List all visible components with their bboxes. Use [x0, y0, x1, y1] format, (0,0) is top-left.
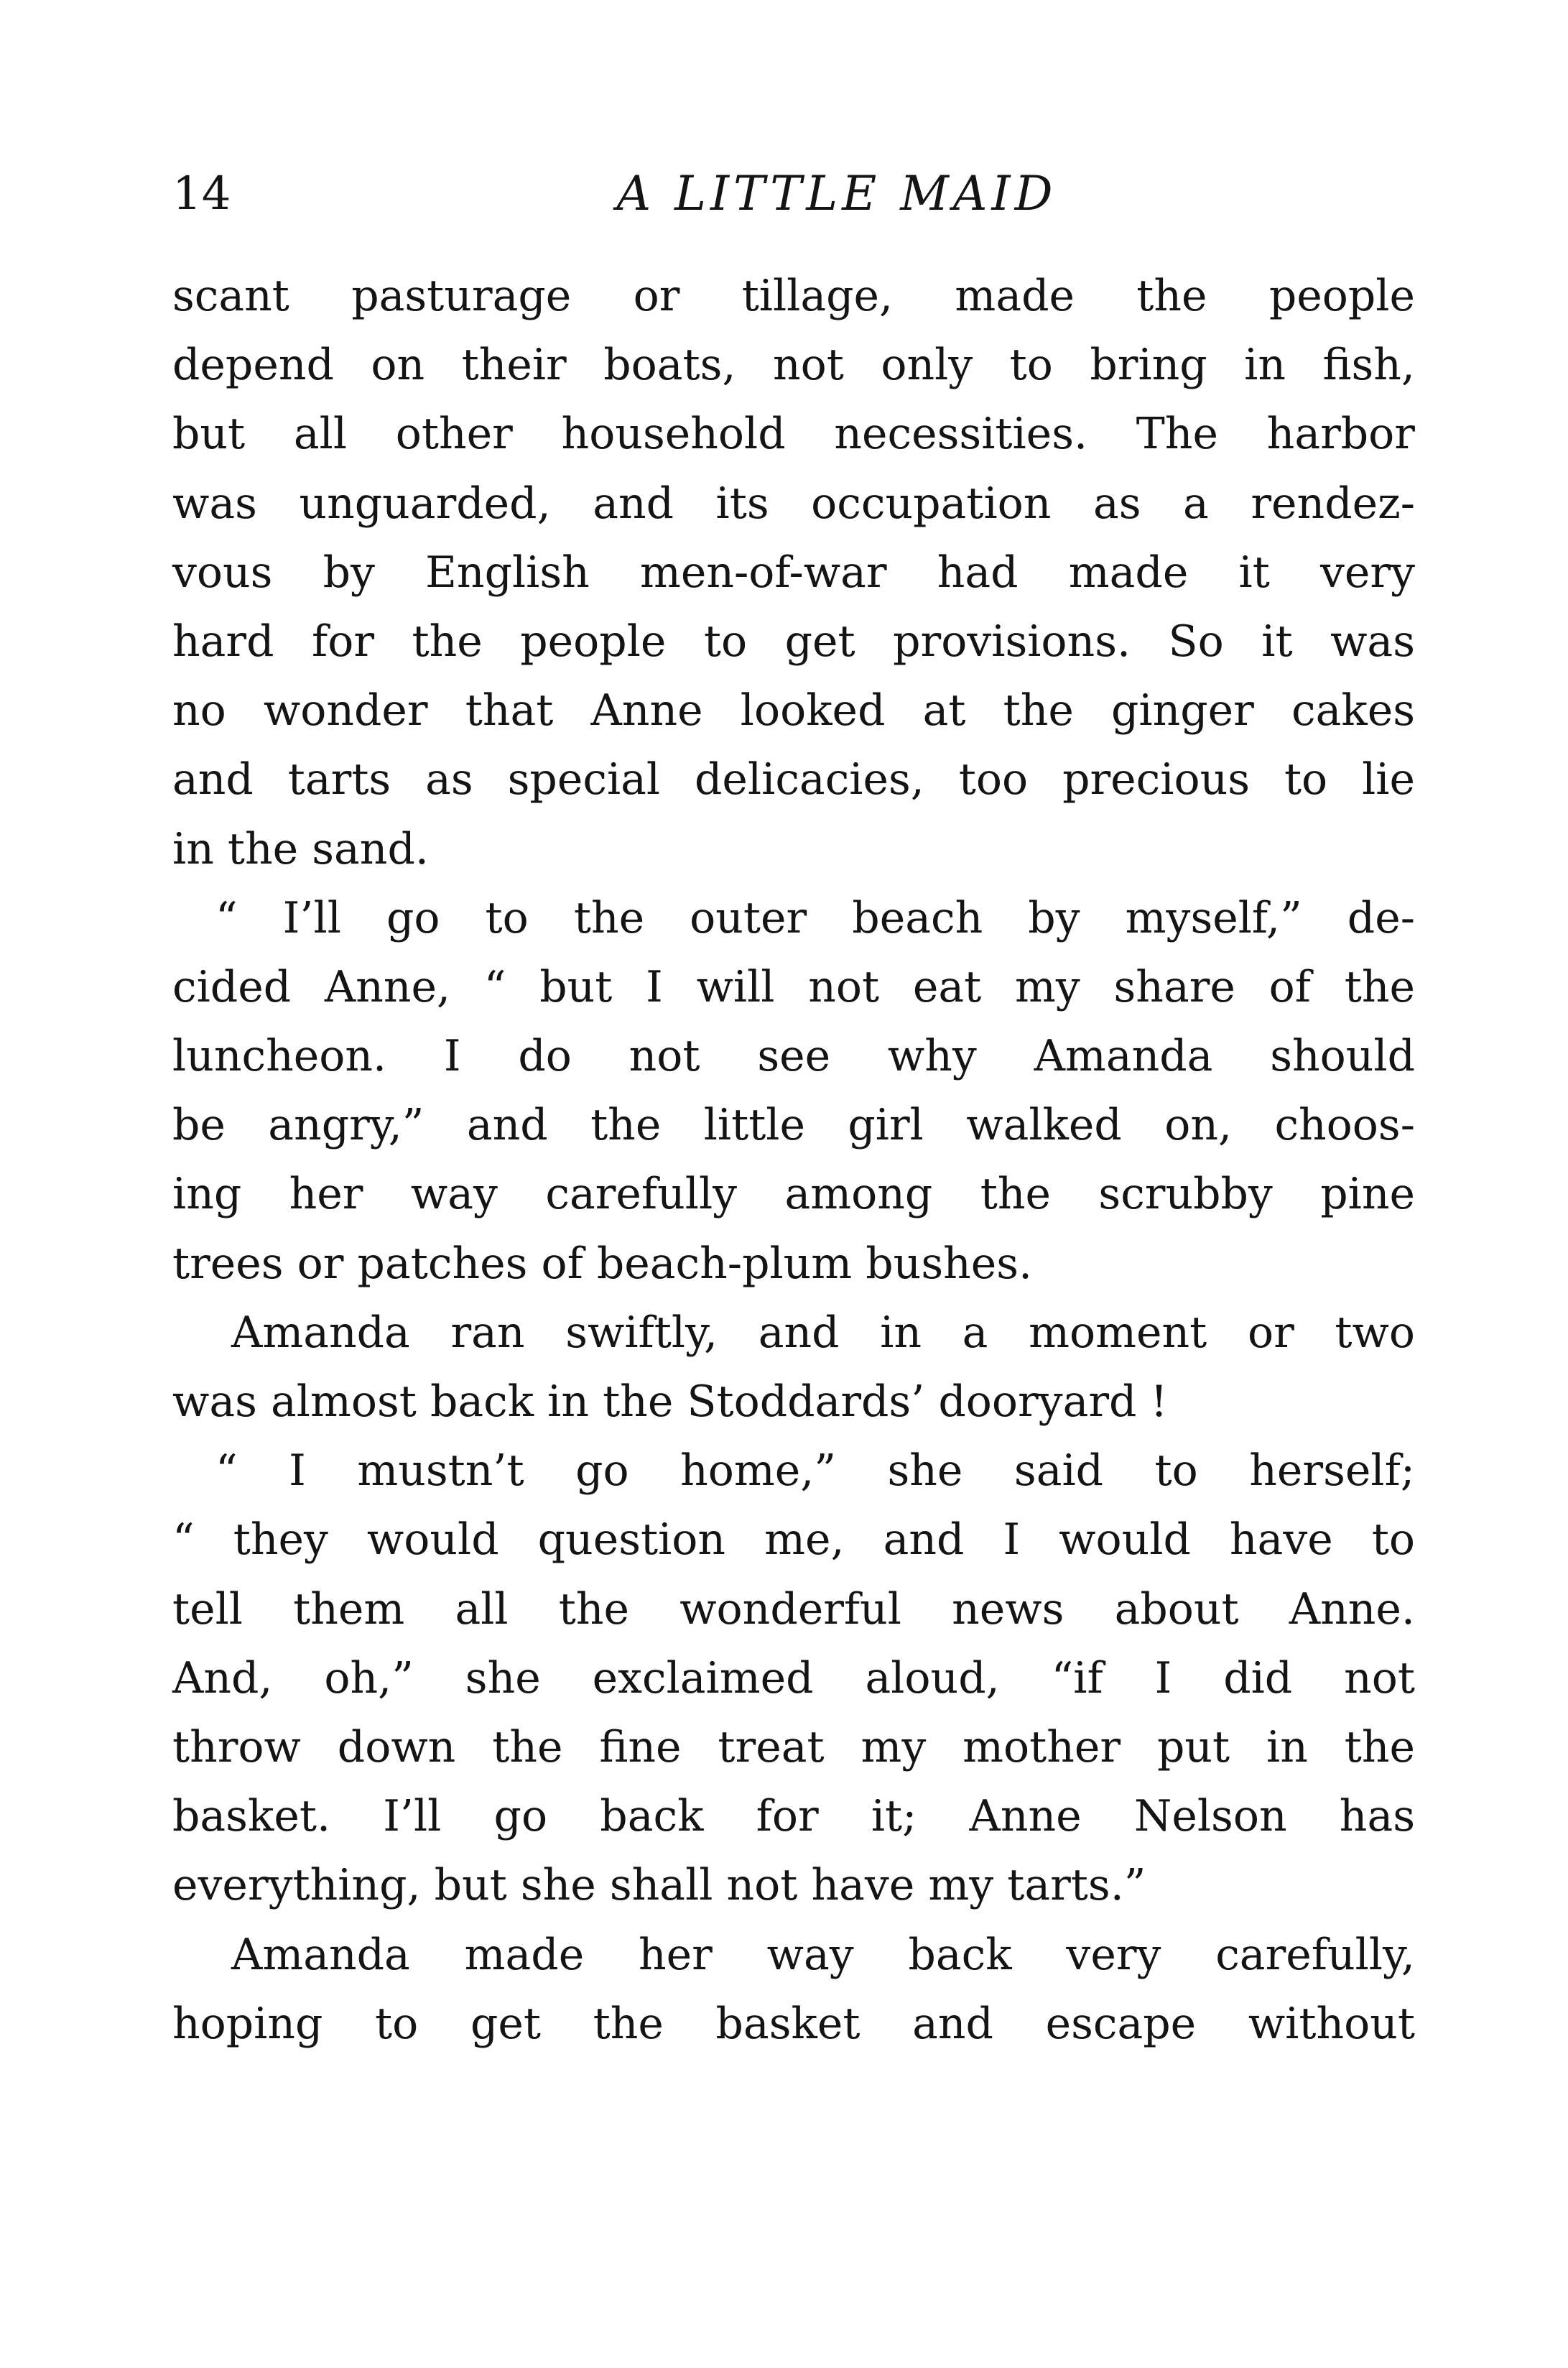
body-text — [172, 262, 1415, 2058]
running-title: A LITTLE MAID — [616, 166, 1057, 221]
text-line: “ I’ll go to the outer beach by myself,” de- — [215, 892, 1415, 943]
text-line: And, oh,” she exclaimed aloud, “if I did not — [172, 1652, 1415, 1703]
text-line: hoping to get the basket and escape without — [172, 1998, 1415, 2049]
text-line: trees or patches of beach-plum bushes. — [172, 1238, 1033, 1289]
text-line: in the sand. — [172, 823, 429, 874]
text-line: cided Anne, “ but I will not eat my share of the — [172, 961, 1415, 1012]
text-line: luncheon. I do not see why Amanda should — [172, 1031, 1415, 1082]
text-line: was unguarded, and its occupation as a rendez- — [172, 478, 1415, 529]
running-head — [172, 154, 1415, 233]
text-line: be angry,” and the little girl walked on, choos- — [172, 1100, 1415, 1151]
page-number: 14 — [172, 167, 231, 221]
text-line: “ I mustn’t go home,” she said to herself; — [215, 1446, 1415, 1497]
text-line: everything, but she shall not have my tarts.” — [172, 1860, 1146, 1911]
text-line: ing her way carefully among the scrubby pine — [172, 1169, 1415, 1220]
text-line: but all other household necessities. The harbor — [172, 409, 1415, 460]
text-line: scant pasturage or tillage, made the people — [172, 271, 1415, 321]
text-line: Amanda ran swiftly, and in a moment or two — [231, 1307, 1415, 1358]
text-line: hard for the people to get provisions. So it was — [172, 616, 1415, 667]
text-line: basket. I’ll go back for it; Anne Nelson has — [172, 1791, 1415, 1842]
text-line: throw down the fine treat my mother put in the — [172, 1721, 1415, 1772]
text-line: “ they would question me, and I would have to — [172, 1514, 1415, 1565]
text-line: Amanda made her way back very carefully, — [231, 1929, 1415, 1980]
text-line: depend on their boats, not only to bring in fish, — [172, 340, 1415, 391]
text-line: vous by English men-of-war had made it very — [172, 547, 1415, 598]
text-line: no wonder that Anne looked at the ginger cakes — [172, 685, 1415, 736]
text-line: and tarts as special delicacies, too precious to lie — [172, 754, 1415, 805]
text-line: tell them all the wonderful news about Anne. — [172, 1583, 1415, 1634]
text-line: was almost back in the Stoddards’ dooryard ! — [172, 1377, 1168, 1427]
